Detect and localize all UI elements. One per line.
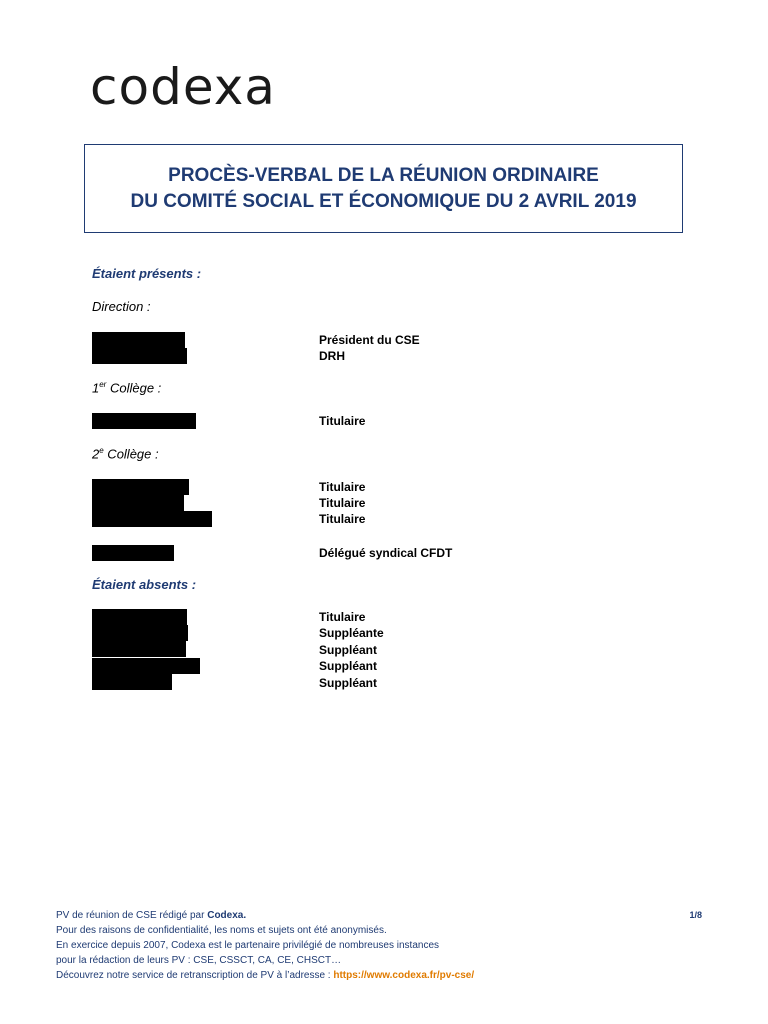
footer-line-1: PV de réunion de CSE rédigé par Codexa. bbox=[56, 910, 247, 921]
footer-line-5: Découvrez notre service de retranscription de PV à l’adresse : https://www.codexa.fr/pv-cse/ bbox=[56, 970, 475, 981]
role-drh: DRH bbox=[319, 349, 345, 363]
redacted-name bbox=[92, 609, 187, 625]
role-absent: Titulaire bbox=[319, 610, 366, 624]
redacted-name bbox=[92, 658, 200, 674]
role-absent: Suppléant bbox=[319, 643, 378, 657]
college1-label: 1er Collège : bbox=[92, 380, 162, 396]
redacted-name bbox=[92, 495, 184, 511]
role-titulaire: Titulaire bbox=[319, 512, 366, 526]
absents-heading: Étaient absents : bbox=[92, 577, 197, 592]
page-number: 1/8 bbox=[689, 910, 702, 920]
footer-line-3: En exercice depuis 2007, Codexa est le partenaire privilégié de nombreuses instances bbox=[56, 940, 440, 951]
page-footer bbox=[56, 908, 702, 983]
presents-heading: Étaient présents : bbox=[92, 266, 202, 281]
footer-line-2: Pour des raisons de confidentialité, les noms et sujets ont été anonymisés. bbox=[56, 925, 387, 936]
redacted-name bbox=[92, 545, 174, 561]
redacted-name bbox=[92, 625, 188, 641]
footer-brand: Codexa. bbox=[207, 910, 247, 921]
title-line-1: PROCÈS-VERBAL DE LA RÉUNION ORDINAIRE bbox=[168, 164, 599, 186]
redacted-name bbox=[92, 674, 172, 690]
redacted-name bbox=[92, 479, 189, 495]
redacted-name bbox=[92, 511, 212, 527]
footer-line-4: pour la rédaction de leurs PV : CSE, CSSCT, CA, CE, CHSCT… bbox=[56, 955, 342, 966]
college2-label: 2e Collège : bbox=[92, 446, 159, 462]
direction-label: Direction : bbox=[92, 299, 151, 314]
role-delegue-syndical: Délégué syndical CFDT bbox=[319, 546, 453, 560]
role-absent: Suppléant bbox=[319, 676, 378, 690]
role-president: Président du CSE bbox=[319, 333, 420, 347]
redacted-name bbox=[92, 348, 187, 364]
title-box bbox=[84, 144, 683, 233]
redacted-name bbox=[92, 413, 196, 429]
role-absent: Suppléant bbox=[319, 659, 378, 673]
role-titulaire: Titulaire bbox=[319, 480, 366, 494]
redacted-name bbox=[92, 641, 186, 657]
role-absent: Suppléante bbox=[319, 626, 384, 640]
role-titulaire: Titulaire bbox=[319, 414, 366, 428]
codexa-logo: codexa bbox=[90, 58, 276, 116]
title-line-2: DU COMITÉ SOCIAL ET ÉCONOMIQUE DU 2 AVRIL 2019 bbox=[130, 190, 637, 212]
codexa-link[interactable]: https://www.codexa.fr/pv-cse/ bbox=[333, 970, 475, 981]
role-titulaire: Titulaire bbox=[319, 496, 366, 510]
redacted-name bbox=[92, 332, 185, 348]
